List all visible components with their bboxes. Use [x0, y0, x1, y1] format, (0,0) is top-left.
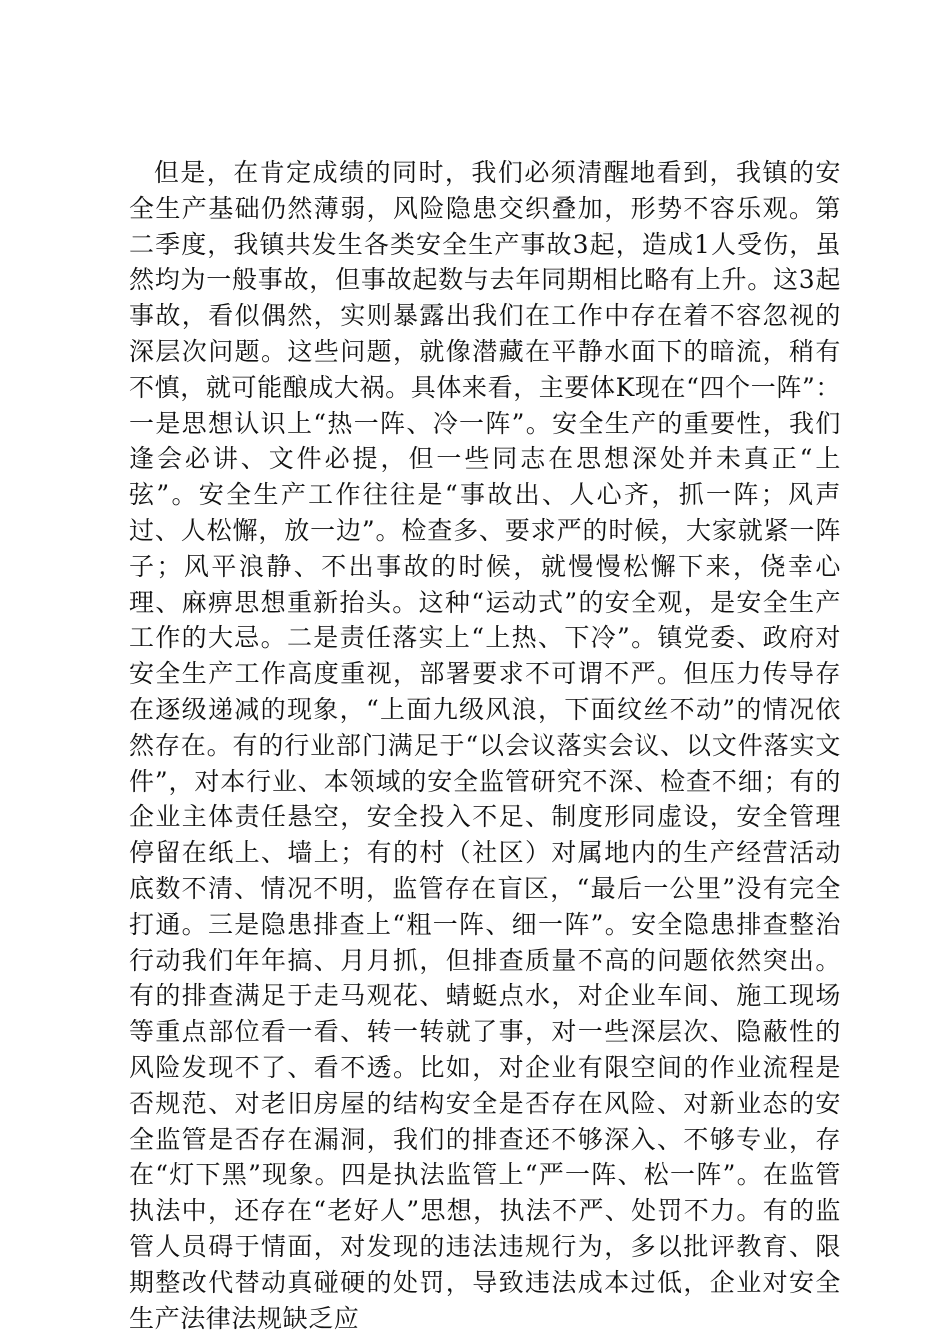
paragraph-text: 但是，在肯定成绩的同时，我们必须清醒地看到，我镇的安全生产基础仍然薄弱，风险隐患交织叠加，形势不容乐观。第二季度，我镇共发生各类安全生产事故3起，造成1人受伤，虽然均为一般事故，但事故起数与去年同期相比略有上升。这3起事故，看似偶然，实则暴露出我们在工作中存在着不容忽视的深层次问题。这些问题，就像潜藏在平静水面下的暗流，稍有不慎，就可能酿成大祸。具体来看，主要体K现在“四个一阵”：一是思想认识上“热一阵、冷一阵”。安全生产的重要性，我们逢会必讲、文件必提，但一些同志在思想深处并未真正“上弦”。安全生产工作往往是“事故出、人心齐，抓一阵；风声过、人松懈，放一边”。检查多、要求严的时候，大家就紧一阵子；风平浪静、不出事故的时候，就慢慢松懈下来，侥幸心理、麻痹思想重新抬头。这种“运动式”的安全观，是安全生产工作的大忌。二是责任落实上“上热、下冷”。镇党委、政府对安全生产工作高度重视，部署要求不可谓不严。但压力传导存在逐级递减的现象，“上面九级风浪，下面纹丝不动”的情况依然存在。有的行业部门满足于“以会议落实会议、以文件落实文件”，对本行业、本领域的安全监管研究不深、检查不细；有的企业主体责任悬空，安全投入不足、制度形同虚设，安全管理停留在纸上、墙上；有的村（社区）对属地内的生产经营活动底数不清、情况不明，监管存在盲区，“最后一公里”没有完全打通。三是隐患排查上“粗一阵、细一阵”。安全隐患排查整治行动我们年年搞、月月抓，但排查质量不高的问题依然突出。有的排查满足于走马观花、蜻蜓点水，对企业车间、施工现场等重点部位看一看、转一转就了事，对一些深层次、隐蔽性的风险发现不了、看不透。比如，对企业有限空间的作业流程是否规范、对老旧房屋的结构安全是否存在风险、对新业态的安全监管是否存在漏洞，我们的排查还不够深入、不够专业，存在“灯下黑”现象。四是执法监管上“严一阵、松一阵”。在监管执法中，还存在“老好人”思想，执法不严、处罚不力。有的监管人员碍于情面，对发现的违法违规行为，多以批评教育、限期整改代替动真碰硬的处罚，导致违法成本过低，企业对安全生产法律法规缺乏应 — [129, 158, 841, 1333]
body-paragraph — [129, 155, 841, 1336]
